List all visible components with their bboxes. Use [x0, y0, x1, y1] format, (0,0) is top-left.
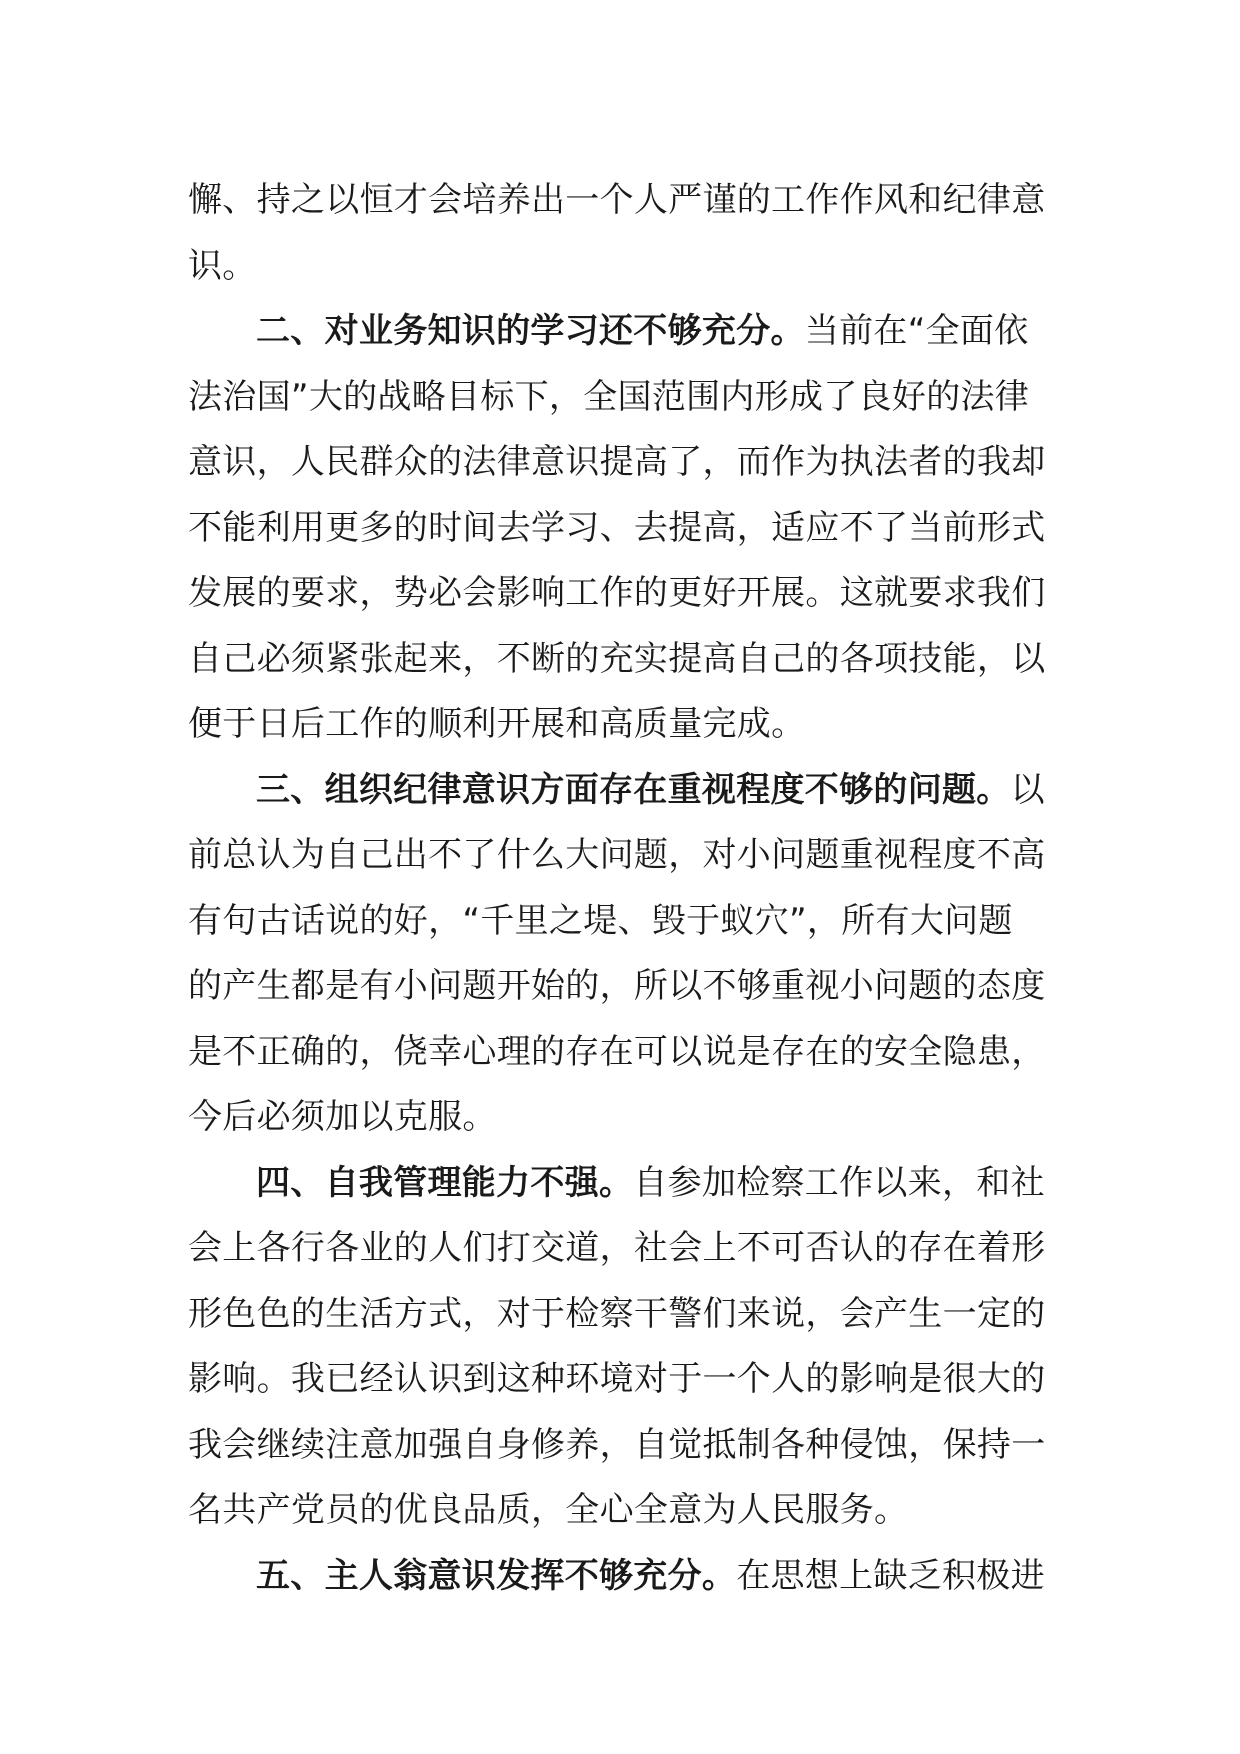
line-text: 形色色的生活方式，对于检察干警们来说，会产生一定的	[188, 1293, 1046, 1334]
document-body	[188, 168, 1060, 1609]
line-text: 以	[1010, 769, 1045, 810]
line-text: 是不正确的，侥幸心理的存在可以说是存在的安全隐患，	[188, 1031, 1046, 1072]
line-text: 懈、持之以恒才会培养出一个人严谨的工作作风和纪律意	[188, 180, 1046, 220]
text-line	[188, 627, 1060, 693]
text-line	[188, 365, 1060, 431]
text-line	[188, 168, 1060, 234]
section-heading-line	[188, 299, 1060, 365]
line-text: 会上各行各业的人们打交道，社会上不可否认的存在着形	[188, 1228, 1046, 1268]
text-line	[188, 889, 1060, 955]
line-text: 自参加检察工作以来，和社	[633, 1162, 1045, 1203]
line-text: 今后必须加以克服。	[188, 1097, 497, 1137]
line-text: 在思想上缺乏积极进	[736, 1555, 1045, 1596]
text-line	[188, 430, 1060, 496]
line-text: 不能利用更多的时间去学习、去提高，适应不了当前形式	[188, 507, 1046, 548]
line-text: 的产生都是有小问题开始的，所以不够重视小问题的态度	[188, 966, 1046, 1006]
section-heading-line	[188, 758, 1060, 824]
line-text: 意识，人民群众的法律意识提高了，而作为执法者的我却	[188, 442, 1046, 482]
line-text: 识。	[188, 245, 257, 286]
line-text: 前总认为自己出不了什么大问题，对小问题重视程度不高	[188, 835, 1046, 875]
line-text: 我会继续注意加强自身修养，自觉抵制各种侵蚀，保持一	[188, 1424, 1046, 1465]
text-line	[188, 1413, 1060, 1479]
text-line	[188, 1347, 1060, 1413]
text-line	[188, 1282, 1060, 1348]
text-line	[188, 1020, 1060, 1086]
section-heading: 五、主人翁意识发挥不够充分。	[256, 1555, 737, 1596]
text-line	[188, 1216, 1060, 1282]
line-text: 有句古话说的好，“千里之堤、毁于蚁穴”，所有大问题	[188, 900, 1013, 941]
text-line	[188, 234, 1060, 300]
section-heading: 四、自我管理能力不强。	[256, 1162, 634, 1203]
line-text: 法治国”大的战略目标下，全国范围内形成了良好的法律	[188, 376, 1030, 417]
text-line	[188, 692, 1060, 758]
line-text: 便于日后工作的顺利开展和高质量完成。	[188, 704, 806, 744]
section-heading: 二、对业务知识的学习还不够充分。	[256, 311, 805, 351]
section-heading: 三、组织纪律意识方面存在重视程度不够的问题。	[256, 769, 1011, 810]
line-text: 自己必须紧张起来，不断的充实提高自己的各项技能，以	[188, 638, 1046, 679]
text-line	[188, 823, 1060, 889]
section-heading-line	[188, 1544, 1060, 1610]
text-line	[188, 561, 1060, 627]
section-heading-line	[188, 1151, 1060, 1217]
text-line	[188, 1085, 1060, 1151]
line-text: 当前在“全面依	[804, 311, 1029, 351]
text-line	[188, 954, 1060, 1020]
line-text: 发展的要求，势必会影响工作的更好开展。这就要求我们	[188, 573, 1046, 613]
text-line	[188, 1478, 1060, 1544]
line-text: 影响。我已经认识到这种环境对于一个人的影响是很大的	[188, 1359, 1046, 1399]
text-line	[188, 496, 1060, 562]
line-text: 名共产党员的优良品质，全心全意为人民服务。	[188, 1490, 909, 1530]
